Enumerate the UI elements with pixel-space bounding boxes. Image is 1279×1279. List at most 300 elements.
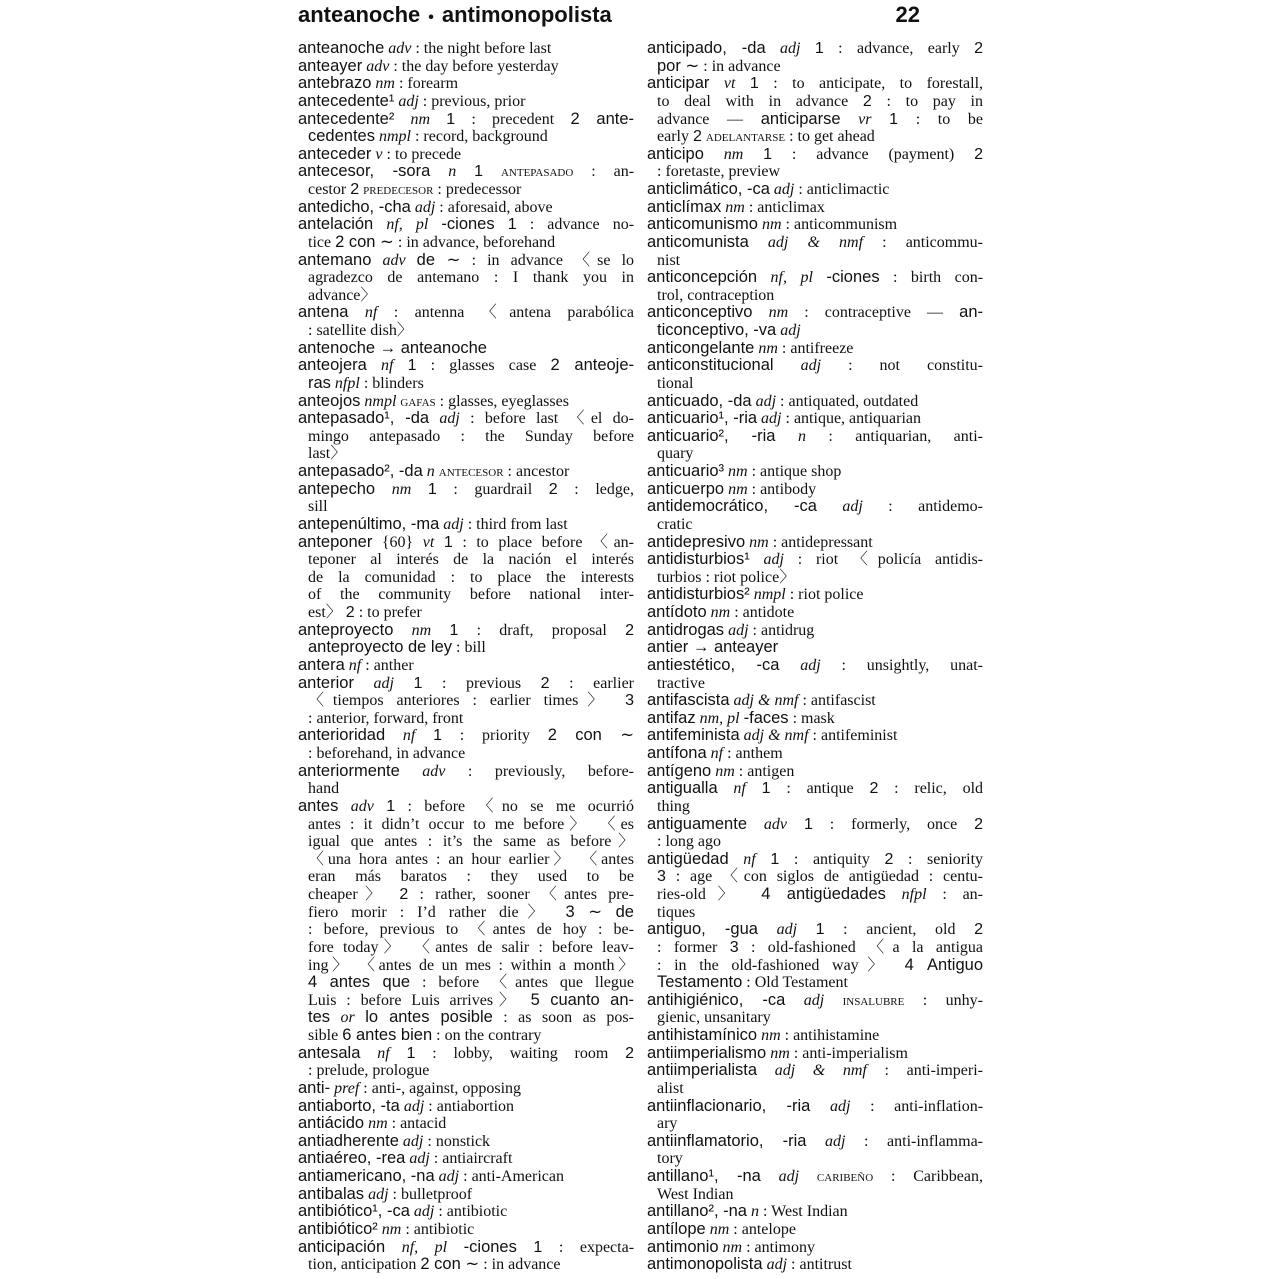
definition-text: [749, 234, 768, 251]
headword: 4 Antiguo: [904, 955, 983, 974]
sense-number: 2: [625, 1044, 635, 1062]
part-of-speech: nfpl: [334, 374, 360, 392]
entry-continuation-line: [647, 939, 983, 957]
definition-text: [758, 921, 777, 938]
part-of-speech: nm: [728, 463, 748, 480]
entry-line: [298, 1133, 634, 1151]
definition-text: advance〉: [308, 286, 377, 304]
definition-text: : unhy-: [904, 991, 984, 1009]
entry-continuation-line: [298, 1256, 634, 1274]
part-of-speech: adv: [422, 762, 446, 780]
entry-line: [647, 1239, 983, 1257]
headword: 5 cuanto an-: [530, 990, 635, 1009]
definition-text: est〉: [308, 604, 346, 621]
entry-line: [298, 40, 634, 58]
definition-text: : nonstick: [423, 1132, 491, 1150]
definition-text: : priority: [442, 727, 548, 745]
entry-continuation-line: [298, 692, 634, 710]
definition-text: de la comunidad : to place the interests: [308, 568, 634, 586]
definition-text: {60}: [372, 533, 423, 551]
entry-line: [298, 58, 634, 76]
entry-line: [647, 1203, 983, 1221]
definition-text: : previous, prior: [418, 92, 526, 110]
part-of-speech: adj & nmf: [733, 692, 799, 710]
part-of-speech: adj: [398, 92, 419, 110]
definition-text: tiques: [657, 903, 696, 921]
entry-continuation-line: [298, 322, 634, 340]
entry-line: [647, 710, 983, 728]
entry-continuation-line: [298, 992, 634, 1010]
guide-separator: •: [428, 9, 434, 26]
headword: de ∼: [416, 250, 461, 269]
headword: ticonceptivo, -va: [657, 321, 777, 339]
headword: antiamericano, -na: [298, 1167, 435, 1185]
entry-line: [647, 357, 983, 375]
headword: 6 antes bien: [342, 1026, 433, 1044]
definition-text: [495, 216, 508, 233]
part-of-speech: nm: [761, 216, 782, 234]
sense-number: 1: [427, 480, 437, 498]
entry-line: [298, 216, 634, 234]
headword: antepasado¹, -da: [298, 409, 430, 428]
definition-text: [360, 1045, 377, 1062]
part-of-speech: n: [750, 1203, 759, 1221]
entry-continuation-line: [647, 675, 983, 693]
cross-reference: gafas: [400, 393, 436, 410]
headword: -ciones: [826, 268, 880, 287]
entry-line: [647, 1098, 983, 1116]
entry-continuation-line: [298, 269, 634, 287]
sense-number: 2: [350, 181, 360, 198]
entry-continuation-line: [647, 957, 983, 975]
part-of-speech: adj: [778, 1168, 800, 1185]
definition-text: : riot 〈policía antidis-: [783, 551, 984, 569]
part-of-speech: adv: [350, 797, 374, 815]
definition-text: [456, 163, 474, 180]
definition-text: [430, 163, 448, 180]
headword: antebrazo: [298, 74, 372, 93]
definition-text: : West Indian: [758, 1203, 848, 1221]
headword: anteayer: [298, 56, 363, 75]
entry-continuation-line: [647, 886, 983, 904]
definition-text: : antelope: [729, 1220, 796, 1238]
definition-text: hand: [308, 780, 340, 798]
headword: antiguo, -gua: [647, 920, 758, 939]
entry-continuation-line: [647, 1150, 983, 1168]
definition-text: : anti-American: [459, 1168, 564, 1185]
entry-line: [647, 146, 983, 164]
definition-text: : antiaircraft: [429, 1150, 513, 1168]
sense-number: 2: [974, 145, 983, 163]
sense-number: 1: [507, 216, 517, 234]
dictionary-column-right: [647, 40, 983, 1274]
headword: antenoche → anteanoche: [298, 338, 487, 357]
cross-reference: caribeño: [816, 1169, 874, 1185]
headword: antepasado², -da: [298, 462, 423, 480]
entry-line: [647, 410, 983, 428]
entry-continuation-line: [298, 710, 634, 728]
definition-text: : former: [657, 938, 730, 956]
definition-text: : Old Testament: [742, 974, 848, 992]
part-of-speech: nmpl: [378, 128, 411, 146]
part-of-speech: nf, pl: [386, 216, 429, 234]
guide-word-last: antimonopolista: [441, 2, 612, 27]
headword: anticipación: [298, 1237, 386, 1256]
headword: antecesor, -sora: [298, 162, 431, 181]
definition-text: : seniority: [893, 850, 984, 868]
definition-text: [761, 1168, 779, 1185]
headword: antillano¹, -na: [647, 1167, 761, 1185]
dictionary-column-left: [298, 40, 634, 1274]
definition-text: : contraceptive —: [788, 304, 960, 322]
part-of-speech: adv: [382, 251, 406, 269]
definition-text: : bulletproof: [388, 1185, 473, 1203]
definition-text: : anti-imperi-: [866, 1062, 983, 1080]
part-of-speech: adj: [780, 322, 801, 339]
part-of-speech: v: [375, 145, 383, 163]
definition-text: : as soon as pos-: [492, 1009, 634, 1027]
definition-text: [766, 40, 780, 57]
entry-line: [647, 216, 983, 234]
sense-number: 2: [625, 621, 635, 639]
part-of-speech: nm: [749, 533, 769, 551]
definition-text: [709, 75, 723, 92]
headword: antibalas: [298, 1184, 365, 1203]
sense-number: 1: [770, 850, 780, 868]
definition-text: West Indian: [657, 1185, 734, 1203]
part-of-speech: adj: [368, 1185, 389, 1203]
definition-text: [813, 269, 826, 286]
entry-line: [298, 675, 634, 693]
sense-number: 3: [625, 692, 634, 710]
headword: anteanoche: [298, 39, 385, 57]
part-of-speech: nm: [410, 110, 431, 128]
part-of-speech: adj: [728, 621, 749, 639]
headword: -ciones: [441, 215, 495, 234]
sense-number: 2: [345, 604, 355, 621]
definition-text: : riot police: [785, 586, 864, 604]
definition-text: : birth con-: [879, 269, 984, 287]
entry-line: [647, 639, 983, 657]
part-of-speech: nf: [377, 1044, 390, 1062]
headword: cedentes: [308, 127, 375, 146]
definition-text: : in advance: [699, 57, 781, 75]
headword: anticuario¹, -ria: [647, 409, 758, 428]
entry-line: [298, 1150, 634, 1168]
headword: antiadherente: [298, 1131, 399, 1150]
entry-continuation-line: [647, 375, 983, 393]
definition-text: : draft, proposal: [458, 621, 626, 639]
headword: 2 con ∼: [335, 232, 394, 251]
headword: antidrogas: [647, 620, 725, 639]
part-of-speech: nf: [710, 745, 724, 762]
entry-line: [647, 657, 983, 675]
sense-number: 1: [449, 621, 459, 639]
definition-text: : lobby, waiting room: [415, 1044, 626, 1062]
part-of-speech: adj: [773, 181, 795, 198]
part-of-speech: adj: [373, 674, 394, 692]
entry-line: [647, 340, 983, 358]
entry-line: [298, 410, 634, 428]
headword: -faces: [743, 708, 789, 727]
entry-line: [647, 921, 983, 939]
definition-text: [841, 111, 859, 128]
entry-line: [298, 163, 634, 181]
headword: antiinflacionario, -ria: [647, 1096, 811, 1115]
entry-continuation-line: [298, 1062, 634, 1080]
definition-text: : anti-inflation-: [850, 1097, 984, 1115]
entry-line: [647, 816, 983, 834]
entry-line: [298, 1168, 634, 1186]
entry-continuation-line: [298, 745, 634, 763]
entry-line: [298, 763, 634, 781]
part-of-speech: adj: [443, 515, 464, 533]
definition-text: 〈tiempos anteriores : earlier times〉: [308, 692, 626, 710]
definition-text: ing〉 〈antes de un mes : within a month〉: [308, 956, 634, 974]
entry-continuation-line: [647, 833, 983, 851]
sense-number: 1: [803, 815, 813, 833]
part-of-speech: adj: [439, 410, 460, 428]
definition-text: : antidote: [730, 604, 795, 621]
entry-continuation-line: [647, 287, 983, 305]
entry-continuation-line: [298, 234, 634, 252]
definition-text: [517, 1239, 534, 1256]
definition-text: : antibiotic: [401, 1220, 475, 1238]
entry-line: [647, 1045, 983, 1063]
definition-text: : antifascist: [798, 692, 876, 710]
definition-text: : forearm: [394, 75, 459, 93]
definition-text: [348, 304, 364, 321]
headword: anticipo: [647, 144, 704, 163]
headword: antifeminista: [647, 726, 740, 745]
entry-line: [298, 516, 634, 534]
part-of-speech: nm: [710, 604, 731, 621]
sense-number: 2: [692, 128, 702, 146]
definition-text: [750, 551, 764, 568]
definition-text: : unsightly, unat-: [820, 656, 983, 674]
sense-number: 2: [869, 780, 879, 798]
definition-text: : antique, antiquarian: [781, 410, 922, 428]
definition-text: [483, 163, 501, 180]
definition-text: : antimony: [742, 1238, 815, 1256]
entry-continuation-line: [647, 569, 983, 587]
part-of-speech: adj: [755, 392, 777, 410]
part-of-speech: nm: [725, 198, 745, 216]
definition-text: : expecta-: [542, 1238, 635, 1256]
definition-text: : record, background: [410, 128, 548, 146]
part-of-speech: nm: [723, 145, 744, 163]
headword: antidisturbios¹: [647, 550, 750, 569]
entry-continuation-line: [647, 445, 983, 463]
definition-text: fiero morir : I’d rather die〉: [308, 903, 566, 921]
headword: antelación: [298, 215, 374, 234]
sense-number: 2: [884, 850, 894, 868]
headword: antidisturbios²: [647, 585, 750, 604]
part-of-speech: nm: [770, 1044, 790, 1062]
definition-text: : in advance 〈se lo: [460, 251, 635, 269]
definition-text: [411, 481, 428, 498]
definition-text: : to place before 〈an-: [452, 533, 634, 551]
definition-text: : anti-imperialism: [789, 1044, 908, 1062]
part-of-speech: adv: [366, 57, 390, 75]
headword: antifaz: [647, 708, 696, 727]
definition-text: : to get ahead: [785, 128, 875, 146]
definition-text: : advance, early: [823, 40, 975, 57]
definition-text: quary: [657, 445, 694, 463]
definition-text: eran más baratos : they used to be: [308, 868, 634, 886]
part-of-speech: nmpl: [364, 392, 397, 410]
definition-text: tory: [657, 1150, 683, 1168]
definition-text: : anterior, forward, front: [308, 709, 464, 727]
headword: an-: [959, 303, 983, 322]
part-of-speech: nmpl: [753, 586, 786, 604]
entry-line: [647, 622, 983, 640]
definition-text: : to anticipate, to forestall,: [758, 75, 984, 93]
headword: anterior: [298, 673, 354, 692]
entry-line: [298, 340, 634, 358]
definition-text: : blinders: [359, 374, 424, 392]
entry-continuation-line: [647, 1115, 983, 1133]
definition-text: [355, 1009, 365, 1026]
entry-line: [647, 780, 983, 798]
headword: anticonceptivo: [647, 303, 753, 322]
definition-text: [756, 851, 771, 868]
entry-continuation-line: [298, 851, 634, 869]
sense-number: 1: [407, 357, 417, 375]
definition-text: : anti-inflamma-: [845, 1132, 983, 1150]
definition-text: [330, 1009, 340, 1026]
entry-continuation-line: [298, 1027, 634, 1045]
headword: antidepresivo: [647, 532, 746, 551]
headword: antimonio: [647, 1237, 719, 1256]
cross-reference: predecesor: [363, 182, 434, 198]
entry-line: [647, 463, 983, 481]
headword: antidemocrático, -ca: [647, 497, 817, 516]
headword: anticomunismo: [647, 215, 758, 234]
headword: por ∼: [657, 56, 700, 75]
definition-text: [430, 111, 446, 128]
definition-text: : antiquity: [779, 850, 885, 868]
definition-text: : to pay in: [871, 92, 984, 110]
definition-text: : advance no-: [516, 216, 635, 234]
definition-text: [799, 1168, 817, 1185]
definition-text: [400, 763, 422, 780]
part-of-speech: adj: [803, 991, 825, 1009]
definition-text: [775, 428, 797, 445]
part-of-speech: nm: [368, 1115, 388, 1133]
entry-line: [298, 111, 634, 129]
sense-number: 3: [729, 938, 739, 956]
entry-continuation-line: [298, 833, 634, 851]
entry-line: [647, 428, 983, 446]
entry-continuation-line: [647, 868, 983, 886]
headword: antihistamínico: [647, 1026, 758, 1044]
headword: anteojos: [298, 391, 361, 410]
headword: anteproyecto: [298, 620, 394, 639]
entry-line: [647, 745, 983, 763]
part-of-speech: nf: [733, 780, 746, 798]
definition-text: : an-: [573, 163, 635, 181]
definition-text: : on the contrary: [432, 1027, 542, 1044]
sense-number: 2: [862, 92, 872, 110]
entry-line: [298, 75, 634, 93]
definition-text: : anti-, against, opposing: [359, 1079, 522, 1097]
part-of-speech: vt: [723, 75, 736, 93]
entry-line: [647, 586, 983, 604]
definition-text: : antibody: [747, 480, 817, 498]
entry-line: [298, 463, 634, 481]
part-of-speech: nm: [715, 762, 735, 780]
definition-text: ries-old〉: [657, 886, 762, 903]
sense-number: 1: [474, 163, 484, 181]
definition-text: : in advance, beforehand: [393, 233, 556, 251]
definition-text: : third from last: [463, 515, 568, 533]
definition-text: : the day before yesterday: [389, 57, 559, 75]
definition-text: teponer al interés de la nación el interés: [308, 551, 634, 569]
definition-text: ary: [657, 1115, 678, 1133]
sense-number: 2: [974, 815, 984, 833]
part-of-speech: adj & nmf: [743, 727, 809, 745]
entry-continuation-line: [298, 604, 634, 622]
part-of-speech: adj: [438, 1168, 460, 1185]
definition-text: agradezco de antemano : I thank you in: [308, 269, 634, 287]
definition-text: : relic, old: [878, 780, 984, 798]
definition-text: [785, 992, 803, 1009]
entry-line: [298, 1221, 634, 1239]
definition-text: [374, 798, 386, 815]
headword: tes: [308, 1008, 331, 1027]
entry-continuation-line: [647, 904, 983, 922]
headword: anticongelante: [647, 338, 755, 357]
part-of-speech: nm: [391, 480, 412, 498]
definition-text: : bill: [452, 639, 486, 657]
part-of-speech: nm: [768, 304, 789, 322]
definition-text: : Caribbean,: [873, 1168, 984, 1185]
sense-number: 1: [889, 110, 899, 128]
entry-continuation-line: [647, 1009, 983, 1027]
headword: anticonstitucional: [647, 356, 774, 375]
page-header: [298, 0, 920, 30]
entry-continuation-line: [298, 921, 634, 939]
part-of-speech: nf, pl: [401, 1238, 448, 1256]
headword: ras: [308, 373, 331, 392]
definition-text: : ancestor: [503, 463, 570, 480]
definition-text: : aforesaid, above: [435, 198, 553, 216]
definition-text: : before 〈no se me ocurrió: [395, 797, 634, 815]
entry-line: [647, 1256, 983, 1274]
sense-number: 2: [399, 886, 409, 903]
definition-text: [394, 675, 414, 692]
sense-number: 2: [974, 921, 984, 939]
sense-number: 2: [548, 480, 558, 498]
headword: antera: [298, 655, 345, 674]
definition-text: : anthem: [723, 745, 783, 762]
definition-text: last〉: [308, 445, 347, 463]
definition-text: : in the old-fashioned way〉: [657, 956, 905, 974]
definition-text: : satellite dish〉: [308, 322, 413, 339]
headword: anticipar: [647, 74, 710, 93]
definition-text: [800, 40, 814, 57]
entry-line: [647, 534, 983, 552]
headword: 2 con ∼: [547, 726, 635, 745]
definition-text: [735, 75, 749, 92]
definition-text: : antitrust: [787, 1256, 852, 1274]
headword: anticlímax: [647, 197, 722, 216]
definition-text: [729, 851, 744, 868]
headword: Testamento: [657, 973, 743, 992]
entry-line: [647, 498, 983, 516]
entry-continuation-line: [298, 957, 634, 975]
